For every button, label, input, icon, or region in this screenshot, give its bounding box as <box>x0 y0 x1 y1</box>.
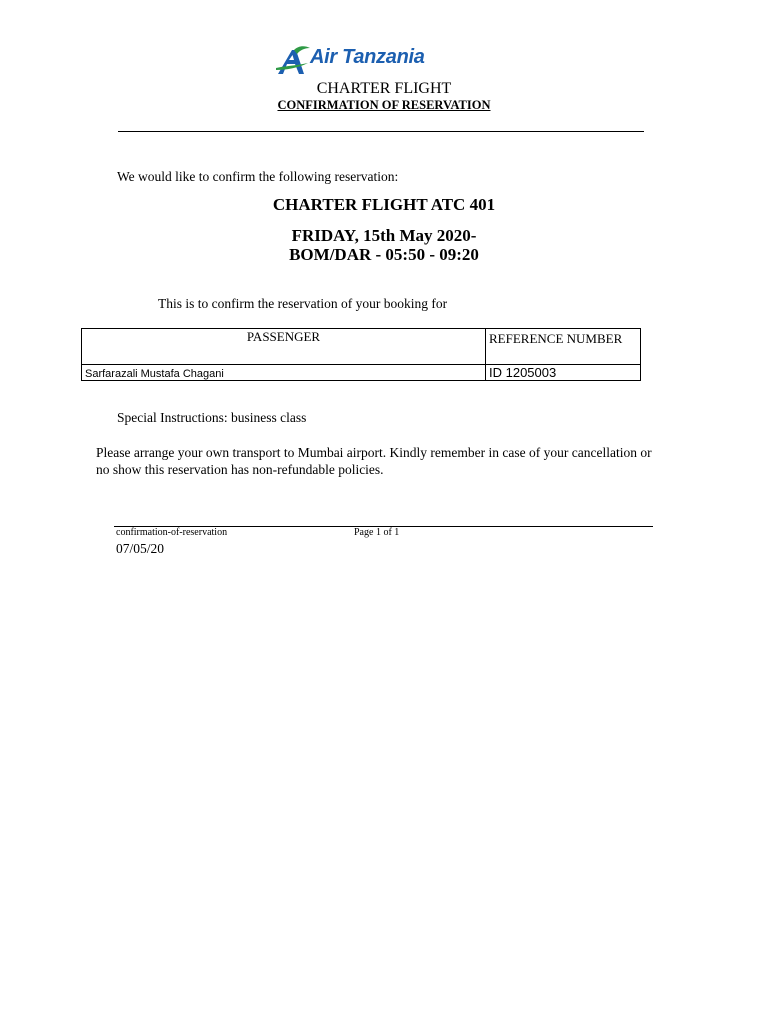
flight-number: CHARTER FLIGHT ATC 401 <box>272 195 496 214</box>
subtitle-text: CONFIRMATION OF RESERVATION <box>277 98 491 112</box>
passenger-table <box>81 328 641 381</box>
giraffe-logo-icon <box>274 44 314 78</box>
passenger-name: Sarfarazali Mustafa Chagani <box>82 365 486 381</box>
logo-text: Air Tanzania <box>310 46 425 68</box>
footer-date: 07/05/20 <box>116 541 165 556</box>
flight-route-time: BOM/DAR - 05:50 - 09:20 <box>289 245 479 264</box>
header-divider <box>118 131 644 132</box>
document-title: CHARTER FLIGHT <box>316 80 452 97</box>
footer-document-name: confirmation-of-reservation <box>116 527 228 538</box>
document-subtitle <box>0 98 768 113</box>
flight-date: FRIDAY, 15th May 2020- <box>291 226 477 245</box>
transport-notice: Please arrange your own transport to Mumbai airport. Kindly remember in case of your cancellation or no show this reservation has non-refundable policies. <box>96 445 652 477</box>
confirm-text: This is to confirm the reservation of your booking for <box>158 296 448 311</box>
table-row <box>82 365 641 381</box>
reference-column-header: REFERENCE NUMBER <box>486 329 641 365</box>
air-tanzania-logo <box>274 44 484 78</box>
passenger-column-header: PASSENGER <box>82 329 486 365</box>
intro-text: We would like to confirm the following reservation: <box>117 169 399 184</box>
table-header-row <box>82 329 641 365</box>
reference-number: ID 1205003 <box>486 365 641 381</box>
footer-page-number: Page 1 of 1 <box>354 527 400 538</box>
special-instructions: Special Instructions: business class <box>117 410 307 425</box>
